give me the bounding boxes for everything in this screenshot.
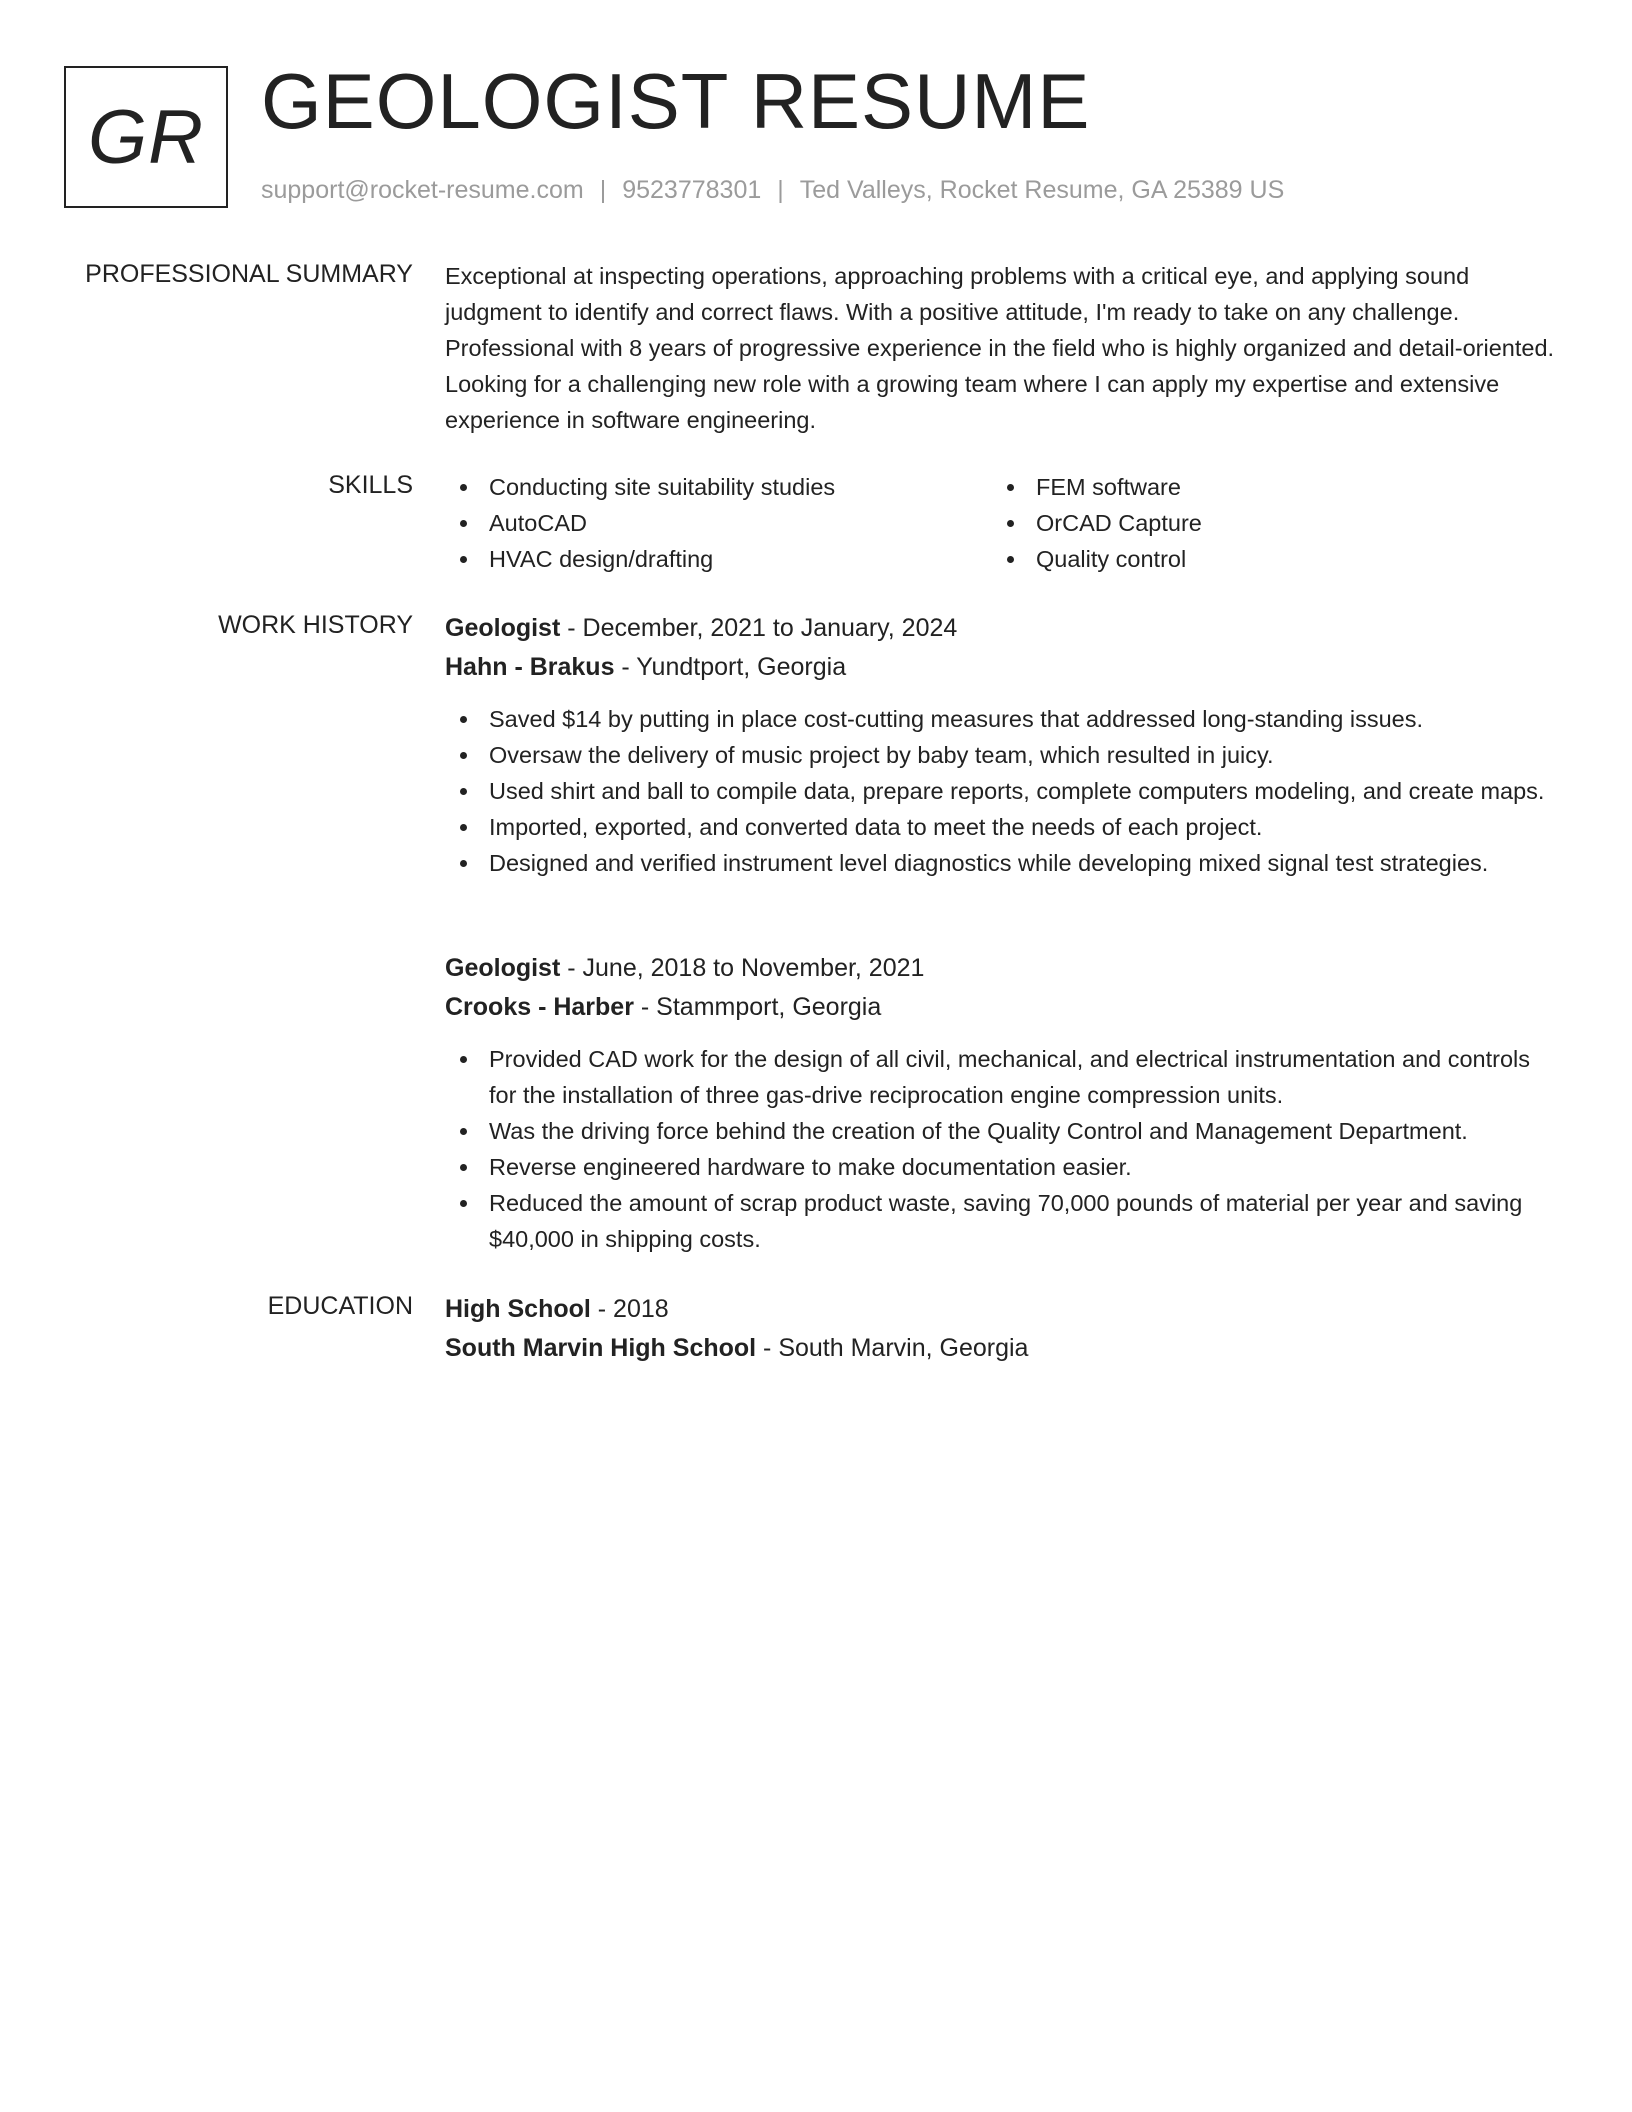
- contact-email: support@rocket-resume.com: [261, 176, 584, 204]
- monogram-initials: GR: [88, 94, 204, 180]
- job-location: - Yundtport, Georgia: [614, 653, 847, 681]
- contact-separator: |: [599, 176, 607, 204]
- job-title-line: [445, 609, 1555, 648]
- education-school-line: [445, 1329, 1555, 1368]
- education-location: - South Marvin, Georgia: [756, 1334, 1029, 1362]
- contact-line: [261, 174, 1284, 206]
- contact-separator: |: [777, 176, 784, 204]
- job-title: Geologist: [445, 614, 561, 642]
- job-company-line: [445, 988, 1555, 1027]
- job-company-line: [445, 648, 1555, 687]
- skills-list-left: [445, 469, 992, 577]
- contact-phone: 9523778301: [622, 176, 762, 204]
- skills-list-right: [992, 469, 1539, 577]
- contact-address: Ted Valleys, Rocket Resume, GA 25389 US: [799, 176, 1285, 204]
- summary-text: Exceptional at inspecting operations, approaching problems with a critical eye, and applying sound judgment to identify and correct flaws. With a positive attitude, I'm ready to take on any challenge. Professional with 8 years of progressive experience in the field who is highly organized and detail-oriented. Looking for a challenging new role with a growing team where I can apply my expertise and extensive experience in software engineering.: [445, 263, 1555, 433]
- monogram-box: [64, 66, 228, 208]
- job-bullets: [445, 1041, 1555, 1257]
- job-company: Crooks - Harber: [445, 993, 634, 1021]
- job-bullet: Provided CAD work for the design of all civil, mechanical, and electrical instrumentation and controls for the installation of three gas-drive reciprocation engine compression units.: [489, 1041, 1555, 1113]
- job-bullet: Oversaw the delivery of music project by baby team, which resulted in juicy.: [489, 737, 1555, 773]
- education-degree-line: [445, 1290, 1555, 1329]
- section-label-summary: PROFESSIONAL SUMMARY: [85, 260, 413, 288]
- job-bullet: Imported, exported, and converted data to meet the needs of each project.: [489, 809, 1555, 845]
- job-bullets: [445, 701, 1555, 881]
- education-school: South Marvin High School: [445, 1334, 757, 1362]
- job-bullet: Used shirt and ball to compile data, prepare reports, complete computers modeling, and create maps.: [489, 773, 1555, 809]
- job-entry: [445, 949, 1555, 1257]
- job-bullet: Saved $14 by putting in place cost-cutting measures that addressed long-standing issues.: [489, 701, 1555, 737]
- job-entry: [445, 609, 1555, 881]
- education-degree: High School: [445, 1295, 591, 1323]
- job-bullet: Reverse engineered hardware to make documentation easier.: [489, 1149, 1555, 1185]
- skill-item: HVAC design/drafting: [489, 541, 992, 577]
- job-bullet: Reduced the amount of scrap product waste, saving 70,000 pounds of material per year and saving $40,000 in shipping costs.: [489, 1185, 1555, 1257]
- skills-columns: [445, 469, 1555, 577]
- skill-item: OrCAD Capture: [1036, 505, 1539, 541]
- skill-item: Quality control: [1036, 541, 1539, 577]
- job-dates: - June, 2018 to November, 2021: [560, 954, 925, 982]
- section-label-work-history: WORK HISTORY: [218, 611, 413, 639]
- skill-item: FEM software: [1036, 469, 1539, 505]
- job-company: Hahn - Brakus: [445, 653, 615, 681]
- education-year: - 2018: [590, 1295, 669, 1323]
- section-label-skills: SKILLS: [328, 471, 413, 499]
- job-location: - Stammport, Georgia: [633, 993, 882, 1021]
- job-title-line: [445, 949, 1555, 988]
- job-bullet: Was the driving force behind the creation of the Quality Control and Management Department.: [489, 1113, 1555, 1149]
- skill-item: Conducting site suitability studies: [489, 469, 992, 505]
- job-bullet: Designed and verified instrument level diagnostics while developing mixed signal test strategies.: [489, 845, 1555, 881]
- job-title: Geologist: [445, 954, 561, 982]
- skill-item: AutoCAD: [489, 505, 992, 541]
- resume-title: GEOLOGIST RESUME: [261, 57, 1091, 145]
- section-label-education: EDUCATION: [267, 1292, 413, 1320]
- job-dates: - December, 2021 to January, 2024: [560, 614, 958, 642]
